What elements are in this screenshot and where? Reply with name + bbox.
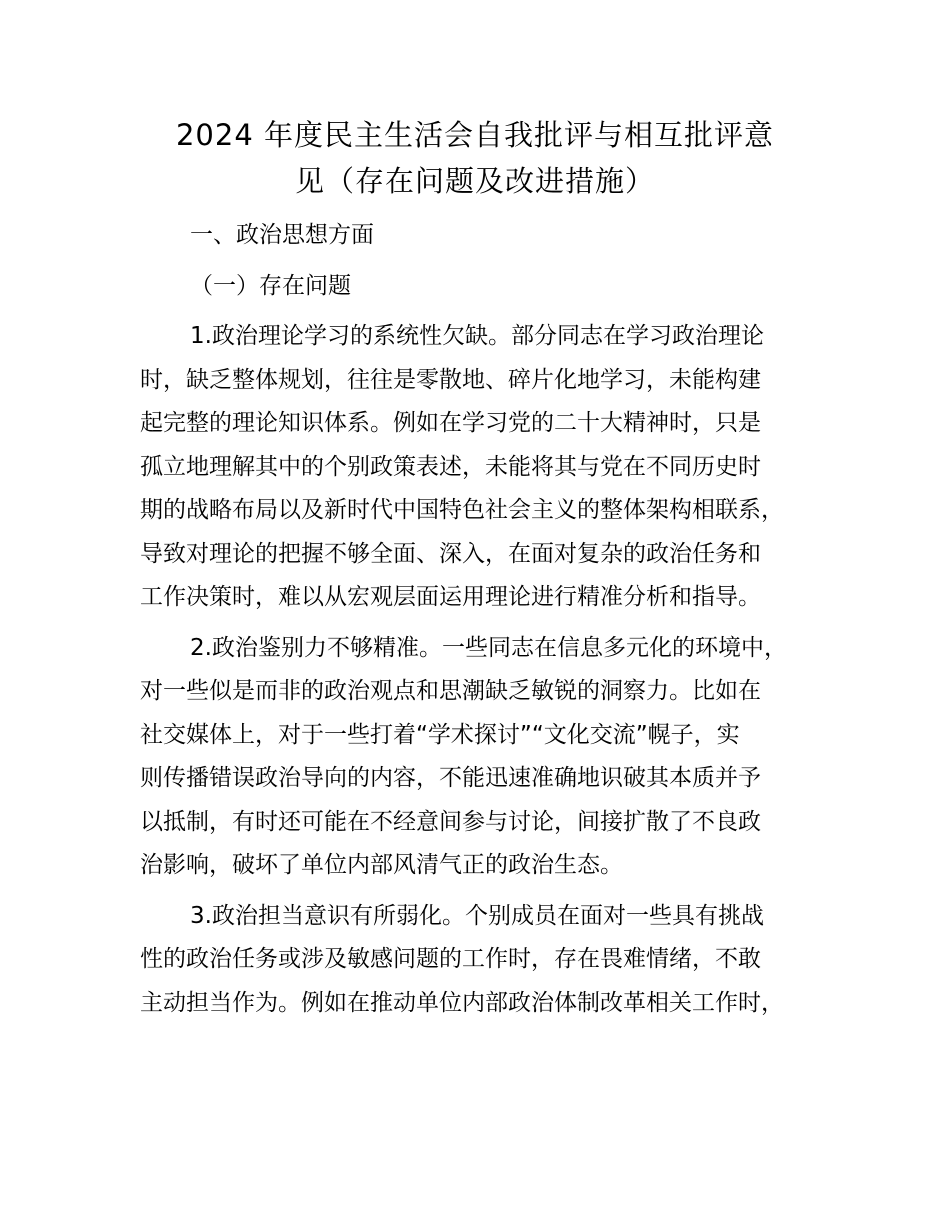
paragraph-line: 社交媒体上，对于一些打着“学术探讨”“文化交流”幌子，实	[140, 721, 740, 748]
paragraph-line: 工作决策时，难以从宏观层面运用理论进行精准分析和指导。	[140, 584, 761, 610]
document-title	[140, 112, 810, 204]
paragraph-line: 2.政治鉴别力不够精准。一些同志在信息多元化的环境中，	[190, 634, 787, 661]
document-body	[140, 214, 830, 1032]
paragraph-line: 起完整的理论知识体系。例如在学习党的二十大精神时，只是	[140, 410, 761, 436]
title-line-1: 2024 年度民主生活会自我批评与相互批评意	[175, 118, 775, 152]
paragraph-line: 时，缺乏整体规划，往往是零散地、碎片化地学习，未能构建	[140, 366, 761, 393]
subsection-heading: （一）存在问题	[190, 272, 351, 299]
paragraph-line: 性的政治任务或涉及敏感问题的工作时，存在畏难情绪，不敢	[140, 946, 761, 972]
paragraph-2	[140, 627, 830, 888]
section-heading: 一、政治思想方面	[190, 222, 374, 248]
paragraph-line: 1.政治理论学习的系统性欠缺。部分同志在学习政治理论	[190, 323, 764, 349]
paragraph-line: 孤立地理解其中的个别政策表述，未能将其与党在不同历史时	[140, 453, 761, 480]
paragraph-line: 期的战略布局以及新时代中国特色社会主义的整体架构相联系，	[140, 497, 784, 523]
paragraph-line: 以抵制，有时还可能在不经意间参与讨论，间接扩散了不良政	[140, 808, 761, 835]
paragraph-line: 导致对理论的把握不够全面、深入，在面对复杂的政治任务和	[140, 540, 761, 567]
paragraph-line: 治影响，破坏了单位内部风清气正的政治生态。	[140, 852, 623, 878]
title-line-2: 见（存在问题及改进措施）	[294, 164, 655, 198]
paragraph-line: 对一些似是而非的政治观点和思潮缺乏敏锐的洞察力。比如在	[140, 678, 761, 704]
paragraph-1	[140, 315, 830, 620]
paragraph-line: 则传播错误政治导向的内容，不能迅速准确地识破其本质并予	[140, 765, 761, 791]
paragraph-line: 3.政治担当意识有所弱化。个别成员在面对一些具有挑战	[190, 902, 764, 929]
paragraph-3	[140, 895, 830, 1026]
paragraph-line: 主动担当作为。例如在推动单位内部政治体制改革相关工作时，	[140, 989, 784, 1016]
